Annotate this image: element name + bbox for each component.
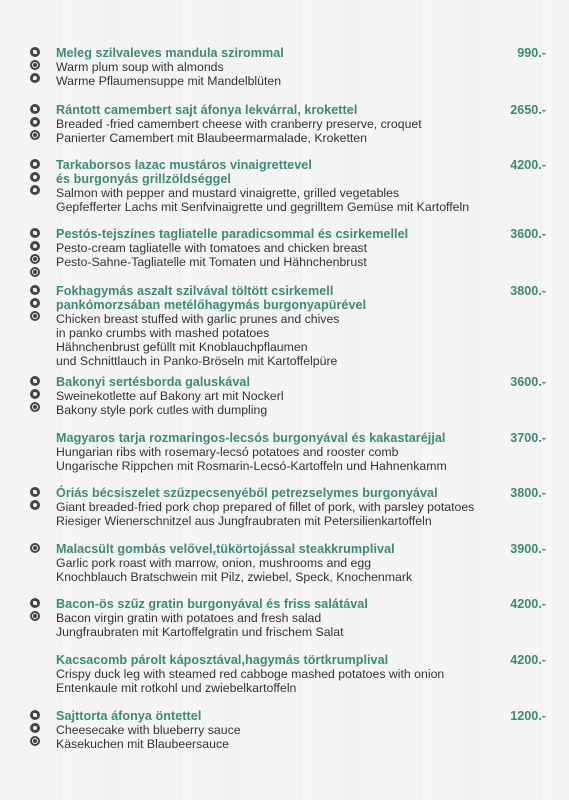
leaf-icon <box>30 598 40 608</box>
leaf-icon <box>30 104 40 114</box>
wheat-icon <box>30 723 40 733</box>
mustard-icon <box>30 172 40 182</box>
dish-price: 1200.- <box>510 709 546 723</box>
dish-title-cont: és burgonyás grillzöldséggel <box>56 172 231 186</box>
dish-description-en: Crispy duck leg with steamed red cabboge mashed potatoes with onion <box>56 667 445 681</box>
wheat-icon <box>30 298 40 308</box>
dish-description-en: Pesto-cream tagliatelle with tomatoes and chicken breast <box>56 241 367 255</box>
dish-description-de: Käsekuchen mit Blaubeersauce <box>56 737 229 751</box>
dish-description-de: Warme Pflaumensuppe mit Mandelblüten <box>56 74 282 88</box>
nut-icon <box>30 60 40 70</box>
egg-icon <box>30 543 40 553</box>
allergen-icons <box>30 104 42 143</box>
dish-description-de: Pesto-Sahne-Tagliatelle mit Tomaten und Hähnchenbrust <box>56 255 367 269</box>
dish-description-de: Hähnchenbrust gefüllt mit Knoblauchpflaumen <box>56 340 308 354</box>
wheat-icon <box>30 500 40 510</box>
dish-price: 4200.- <box>510 597 546 611</box>
dish-description-en: Bakony style pork cutles with dumpling <box>56 403 268 417</box>
dish-description-de: Panierter Camembert mit Blaubeermarmalade, Kroketten <box>56 131 367 145</box>
dish-price: 3600.- <box>510 227 546 241</box>
dish-title: Bakonyi sertésborda galuskával <box>56 375 250 389</box>
allergen-icons <box>30 228 42 280</box>
dish-description-de: Riesiger Wienerschnitzel aus Jungfraubraten mit Petersilienkartoffeln <box>56 514 432 528</box>
dish-description-en: Warm plum soup with almonds <box>56 60 224 74</box>
leaf-icon <box>30 710 40 720</box>
dish-description-en: Cheesecake with blueberry sauce <box>56 723 241 737</box>
allergen-icons <box>30 376 42 415</box>
dish-description-de: Jungfraubraten mit Kartoffelgratin und frischem Salat <box>56 625 344 639</box>
fish-icon <box>30 159 40 169</box>
dish-description-en: Garlic pork roast with marrow, onion, mushrooms and egg <box>56 556 372 570</box>
dish-description-de: und Schnittlauch in Panko-Bröseln mit Kartoffelpüre <box>56 354 338 368</box>
dish-price: 2650.- <box>510 103 546 117</box>
dish-title: Pestós-tejszínes tagliatelle paradicsommal és csirkemellel <box>56 227 409 241</box>
dish-price: 3900.- <box>510 542 546 556</box>
dish-title: Meleg szilvaleves mandula szirommal <box>56 46 284 60</box>
dish-description-en: Salmon with pepper and mustard vinaigrette, grilled vegetables <box>56 186 400 200</box>
dish-title: Kacsacomb párolt káposztával,hagymás törtkrumplival <box>56 653 389 667</box>
dish-description-en: Chicken breast stuffed with garlic prunes and chives <box>56 312 340 326</box>
dish-description-en: Giant breaded-fried pork chop prepared of fillet of pork, with parsley potatoes <box>56 500 475 514</box>
allergen-icons <box>30 710 42 749</box>
dish-title: Rántott camembert sajt áfonya lekvárral, krokettel <box>56 103 358 117</box>
milk-icon <box>30 130 40 140</box>
wheat-icon <box>30 241 40 251</box>
drop-icon <box>30 73 40 83</box>
allergen-icons <box>30 598 42 624</box>
milk-icon <box>30 736 40 746</box>
dish-price: 990.- <box>517 46 546 60</box>
dish-description-de: Gepfefferter Lachs mit Senfvinaigrette und gegrilltem Gemüse mit Kartoffeln <box>56 200 470 214</box>
milk-icon <box>30 254 40 264</box>
dish-description-en: Breaded -fried camembert cheese with cranberry preserve, croquet <box>56 117 422 131</box>
allergen-icons <box>30 47 42 86</box>
dish-title: Sajttorta áfonya öntettel <box>56 709 202 723</box>
allergen-icons <box>30 285 42 324</box>
dish-title: Tarkaborsos lazac mustáros vinaigrettevel <box>56 158 312 172</box>
leaf-icon <box>30 376 40 386</box>
dish-price: 4200.- <box>510 653 546 667</box>
dish-title: Fokhagymás aszalt szilvával töltött csirkemell <box>56 284 334 298</box>
wheat-icon <box>30 389 40 399</box>
allergen-icons <box>30 487 42 513</box>
leaf-icon <box>30 285 40 295</box>
allergen-icons <box>30 543 42 556</box>
dish-price: 4200.- <box>510 158 546 172</box>
drop-icon <box>30 185 40 195</box>
leaf-icon <box>30 228 40 238</box>
dish-title: Óriás bécsiszelet szűzpecsenyéből petrezselymes burgonyával <box>56 486 438 500</box>
leaf-icon <box>30 487 40 497</box>
dish-title: Bacon-ös szűz gratin burgonyával és friss salátával <box>56 597 368 611</box>
dish-description-de: Sweinekotlette auf Bakony art mit Nockerl <box>56 389 284 403</box>
dish-title: Magyaros tarja rozmaringos-lecsós burgonyával és kakastaréjjal <box>56 431 446 445</box>
dish-description-de: Ungarische Rippchen mit Rosmarin-Lecsó-Kartoffeln und Hahnenkamm <box>56 459 447 473</box>
milk-icon <box>30 402 40 412</box>
milk-icon <box>30 311 40 321</box>
dish-title: Malacsült gombás velővel,tükörtojással steakkrumplival <box>56 542 395 556</box>
dish-price: 3800.- <box>510 486 546 500</box>
dish-description-de: Entenkaule mit rotkohl und zwiebelkartoffeln <box>56 681 297 695</box>
dish-description-en: in panko crumbs with mashed potatoes <box>56 326 270 340</box>
egg-icon <box>30 267 40 277</box>
dish-price: 3800.- <box>510 284 546 298</box>
dish-title-cont: pankómorzsában metélőhagymás burgonyapürével <box>56 298 367 312</box>
milk-icon <box>30 611 40 621</box>
dish-description-en: Hungarian ribs with rosemary-lecsó potatoes and rooster comb <box>56 445 399 459</box>
wheat-icon <box>30 117 40 127</box>
dish-price: 3700.- <box>510 431 546 445</box>
allergen-icons <box>30 159 42 198</box>
dish-description-de: Knochblauch Bratschwein mit Pilz, zwiebel, Speck, Knochenmark <box>56 570 413 584</box>
dish-price: 3600.- <box>510 375 546 389</box>
dish-description-en: Bacon virgin gratin with potatoes and fresh salad <box>56 611 322 625</box>
leaf-icon <box>30 47 40 57</box>
